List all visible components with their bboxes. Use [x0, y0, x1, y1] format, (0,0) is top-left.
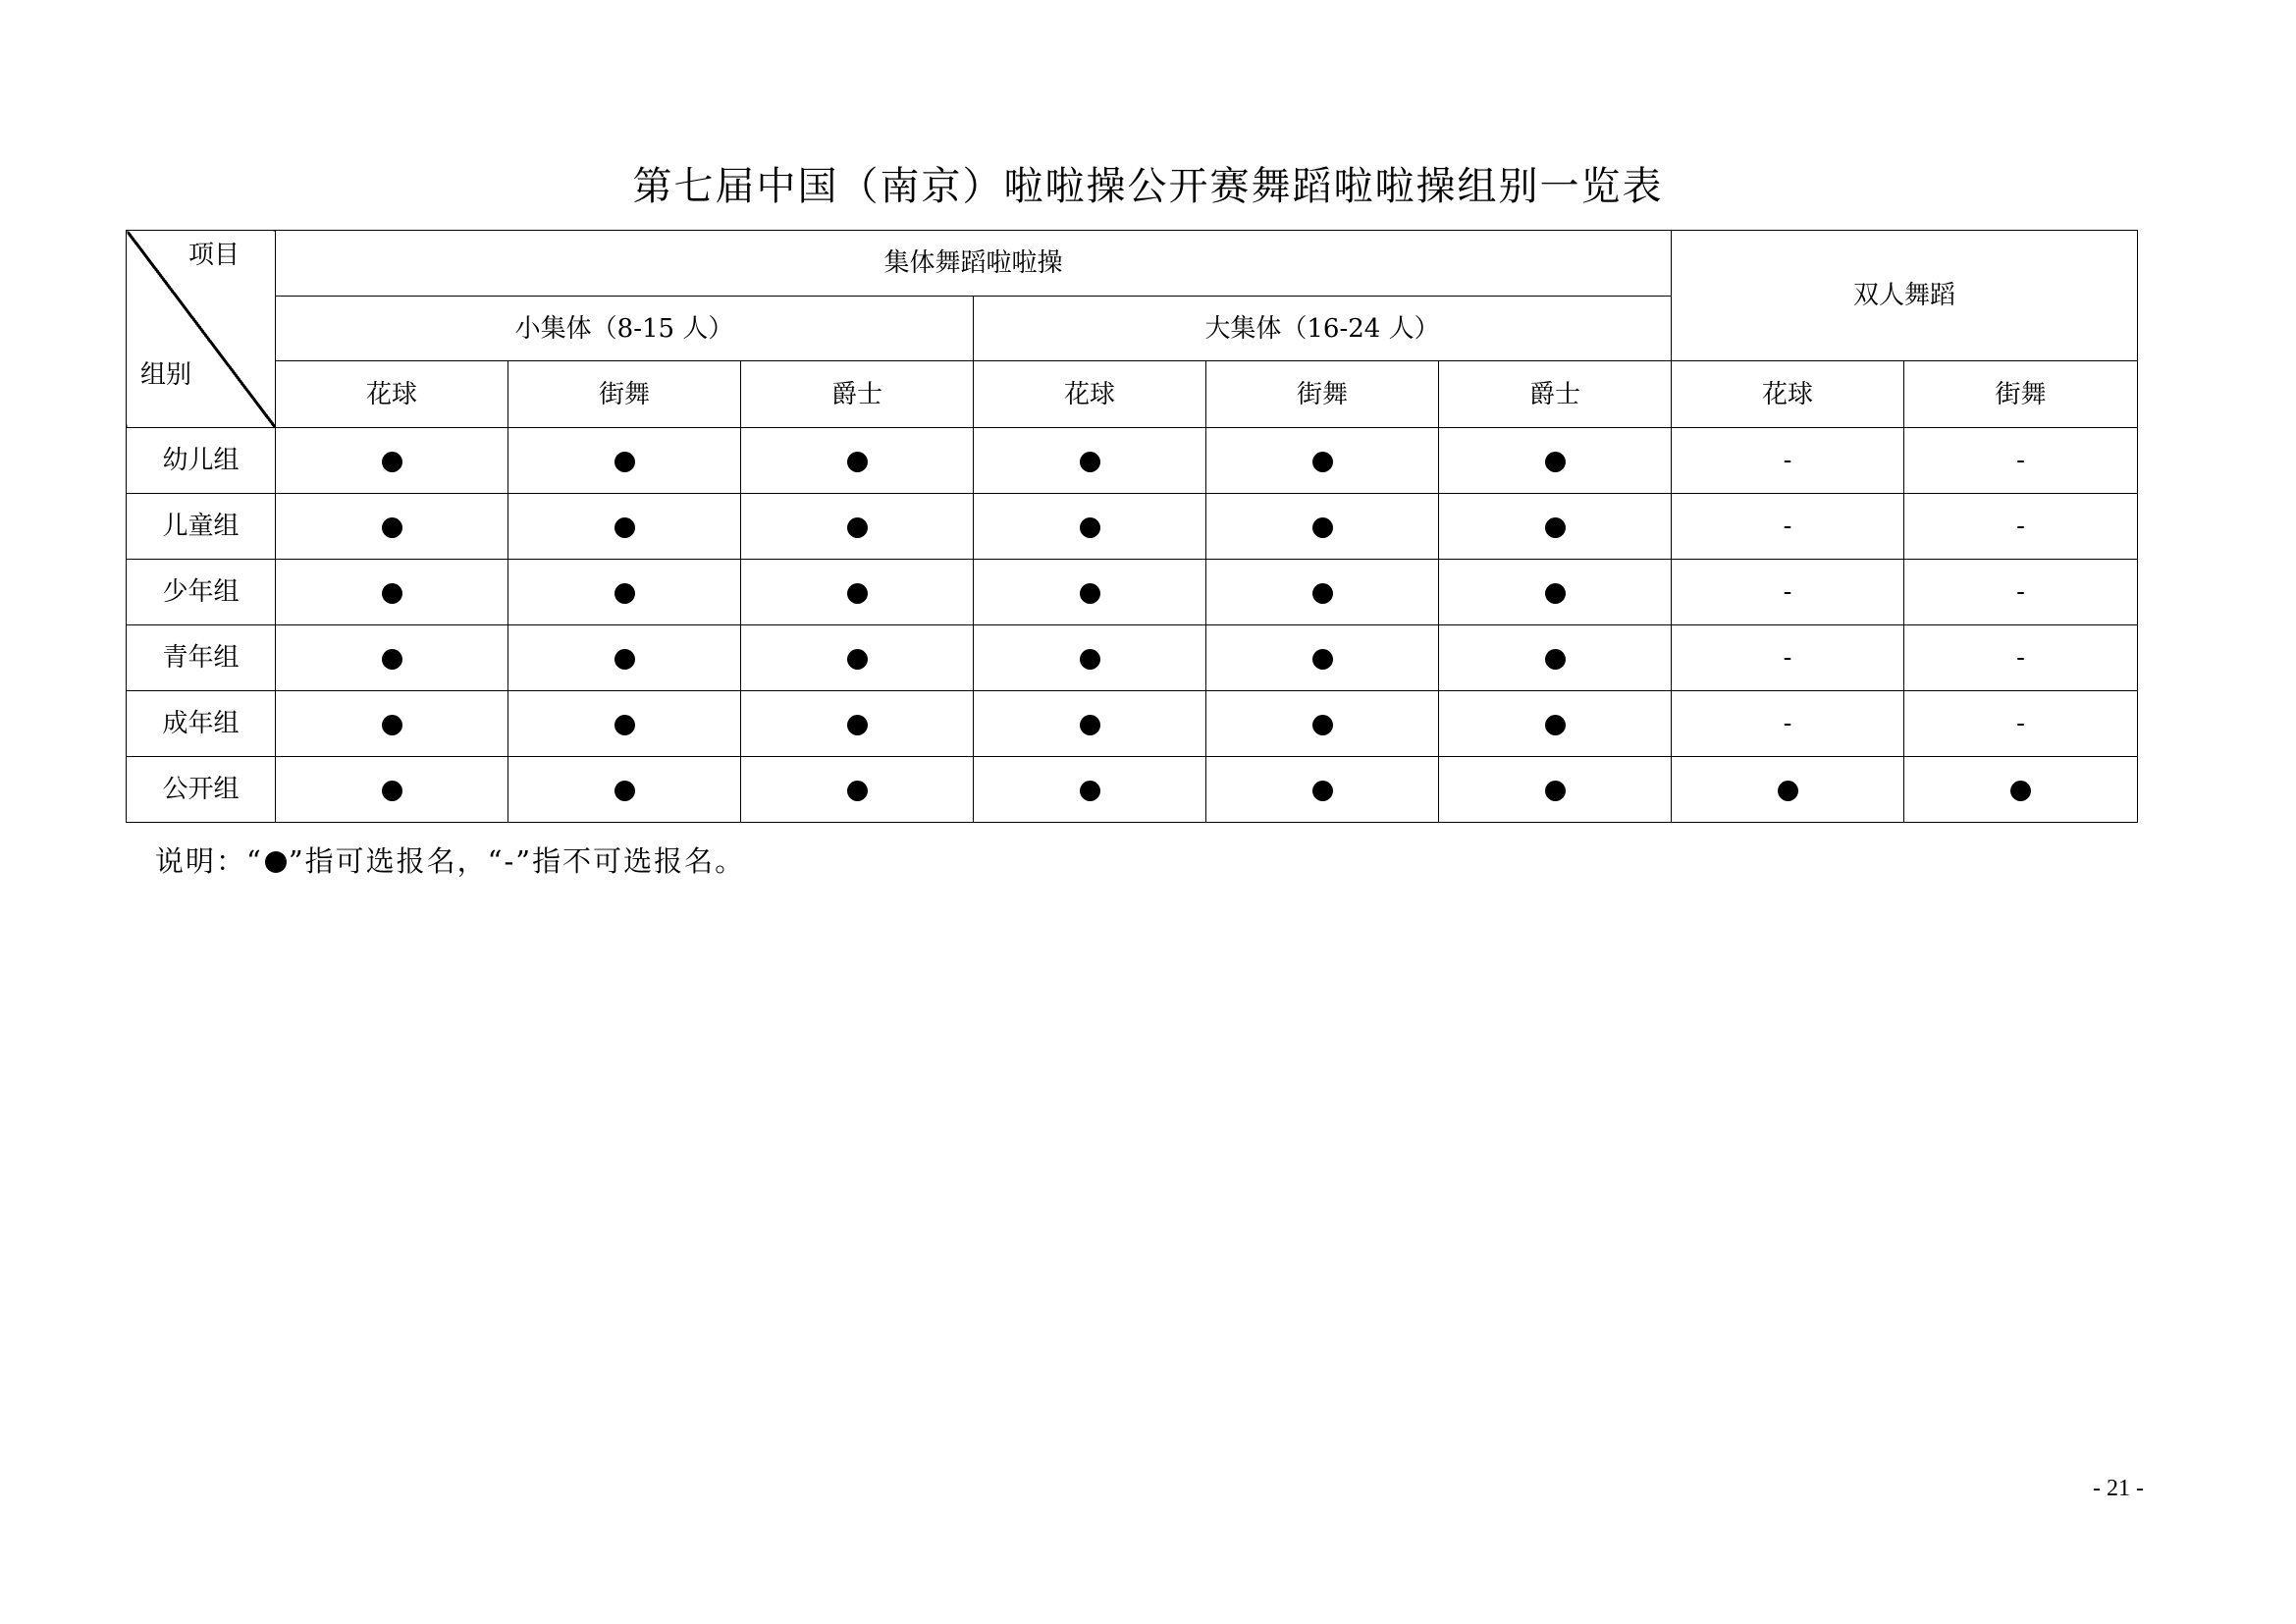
- available-cell: [1439, 428, 1672, 494]
- available-dot-icon: [1080, 452, 1100, 472]
- small-group-header: 小集体（8-15 人）: [276, 297, 974, 361]
- unavailable-dash: -: [2016, 512, 2025, 541]
- unavailable-dash: -: [1783, 577, 1792, 607]
- corner-label-item: 项目: [187, 241, 240, 270]
- column-header: 街舞: [1904, 361, 2138, 428]
- legend-note: [155, 839, 745, 880]
- unavailable-dash: -: [2016, 446, 2025, 475]
- duo-dance-header: 双人舞蹈: [1672, 231, 2138, 361]
- available-cell: [1439, 625, 1672, 691]
- available-dot-icon: [382, 517, 402, 538]
- available-dot-icon: [847, 452, 868, 472]
- available-cell: [1439, 757, 1672, 823]
- available-cell: [508, 691, 741, 757]
- group-dance-header: 集体舞蹈啦啦操: [276, 231, 1672, 297]
- note-middle: ”指可选报名，“: [288, 844, 505, 878]
- unavailable-dash: -: [1783, 643, 1792, 673]
- unavailable-cell: [1672, 625, 1904, 691]
- available-cell: [508, 625, 741, 691]
- column-header: 花球: [276, 361, 508, 428]
- unavailable-dash: -: [2016, 577, 2025, 607]
- column-header: 街舞: [508, 361, 741, 428]
- available-cell: [741, 494, 974, 560]
- available-dot-icon: [1545, 649, 1566, 670]
- column-header: 爵士: [1439, 361, 1672, 428]
- table-row: [127, 560, 2138, 625]
- available-cell: [741, 560, 974, 625]
- available-dot-icon: [382, 452, 402, 472]
- table-row: [127, 691, 2138, 757]
- row-label: 公开组: [127, 757, 276, 823]
- available-cell: [508, 757, 741, 823]
- available-dot-icon: [1080, 517, 1100, 538]
- available-cell: [741, 757, 974, 823]
- available-cell: [974, 428, 1206, 494]
- unavailable-dash: -: [1783, 709, 1792, 738]
- available-cell: [276, 560, 508, 625]
- available-dot-icon: [1545, 583, 1566, 604]
- available-dot-icon: [1080, 649, 1100, 670]
- available-cell: [974, 691, 1206, 757]
- available-dot-icon: [1312, 517, 1333, 538]
- available-dot-icon: [847, 649, 868, 670]
- available-cell: [1206, 757, 1439, 823]
- available-cell: [276, 625, 508, 691]
- available-cell: [1439, 691, 1672, 757]
- available-cell: [974, 494, 1206, 560]
- table-row: [127, 428, 2138, 494]
- available-cell: [1206, 494, 1439, 560]
- table-row: [127, 494, 2138, 560]
- unavailable-cell: [1672, 494, 1904, 560]
- note-prefix: 说明：“: [155, 844, 263, 878]
- large-group-header: 大集体（16-24 人）: [974, 297, 1672, 361]
- available-cell: [1206, 691, 1439, 757]
- category-table: [126, 230, 2138, 823]
- available-dot-icon: [382, 715, 402, 735]
- column-header: 花球: [974, 361, 1206, 428]
- available-cell: [1439, 494, 1672, 560]
- available-dot-icon: [2010, 781, 2031, 801]
- available-cell: [741, 691, 974, 757]
- available-dot-icon: [1545, 517, 1566, 538]
- available-cell: [508, 494, 741, 560]
- available-cell: [1672, 757, 1904, 823]
- row-label: 少年组: [127, 560, 276, 625]
- available-dot-icon: [847, 517, 868, 538]
- unavailable-cell: [1672, 428, 1904, 494]
- available-cell: [974, 560, 1206, 625]
- available-dot-icon: [847, 781, 868, 801]
- available-cell: [276, 691, 508, 757]
- available-cell: [974, 625, 1206, 691]
- available-dot-icon: [614, 452, 635, 472]
- available-dot-icon: [1545, 715, 1566, 735]
- available-cell: [741, 428, 974, 494]
- column-header: 爵士: [741, 361, 974, 428]
- corner-label-group: 组别: [140, 360, 192, 390]
- available-cell: [276, 757, 508, 823]
- note-suffix: ”指不可选报名。: [515, 844, 746, 878]
- available-cell: [508, 560, 741, 625]
- available-dot-icon: [847, 583, 868, 604]
- available-dot-icon: [1545, 781, 1566, 801]
- available-cell: [741, 625, 974, 691]
- unavailable-cell: [1904, 494, 2138, 560]
- available-cell: [974, 757, 1206, 823]
- unavailable-dash: -: [1783, 446, 1792, 475]
- note-dash: -: [504, 844, 516, 878]
- available-cell: [276, 494, 508, 560]
- available-dot-icon: [265, 851, 287, 873]
- table-row: [127, 625, 2138, 691]
- unavailable-dash: -: [1783, 512, 1792, 541]
- table-row: [127, 757, 2138, 823]
- available-dot-icon: [382, 781, 402, 801]
- unavailable-cell: [1904, 560, 2138, 625]
- available-dot-icon: [614, 517, 635, 538]
- available-cell: [1206, 625, 1439, 691]
- unavailable-cell: [1904, 691, 2138, 757]
- unavailable-dash: -: [2016, 643, 2025, 673]
- available-dot-icon: [847, 715, 868, 735]
- available-cell: [1206, 560, 1439, 625]
- available-dot-icon: [382, 649, 402, 670]
- available-dot-icon: [1312, 781, 1333, 801]
- available-dot-icon: [614, 781, 635, 801]
- page-title: 第七届中国（南京）啦啦操公开赛舞蹈啦啦操组别一览表: [632, 164, 1664, 209]
- available-dot-icon: [1080, 715, 1100, 735]
- available-dot-icon: [1778, 781, 1798, 801]
- unavailable-cell: [1672, 691, 1904, 757]
- row-label: 成年组: [127, 691, 276, 757]
- available-cell: [1904, 757, 2138, 823]
- unavailable-cell: [1904, 625, 2138, 691]
- available-dot-icon: [614, 649, 635, 670]
- available-cell: [508, 428, 741, 494]
- available-dot-icon: [1080, 781, 1100, 801]
- available-dot-icon: [614, 715, 635, 735]
- unavailable-cell: [1904, 428, 2138, 494]
- available-dot-icon: [1312, 452, 1333, 472]
- available-dot-icon: [1312, 715, 1333, 735]
- available-dot-icon: [1080, 583, 1100, 604]
- available-dot-icon: [614, 583, 635, 604]
- available-dot-icon: [1312, 649, 1333, 670]
- row-label: 幼儿组: [127, 428, 276, 494]
- available-cell: [276, 428, 508, 494]
- column-header: 花球: [1672, 361, 1904, 428]
- unavailable-dash: -: [2016, 709, 2025, 738]
- available-dot-icon: [382, 583, 402, 604]
- available-cell: [1439, 560, 1672, 625]
- corner-header-cell: [127, 231, 276, 428]
- row-label: 青年组: [127, 625, 276, 691]
- available-dot-icon: [1545, 452, 1566, 472]
- unavailable-cell: [1672, 560, 1904, 625]
- row-label: 儿童组: [127, 494, 276, 560]
- column-header: 街舞: [1206, 361, 1439, 428]
- page-number: - 21 -: [2093, 1476, 2144, 1501]
- available-cell: [1206, 428, 1439, 494]
- available-dot-icon: [1312, 583, 1333, 604]
